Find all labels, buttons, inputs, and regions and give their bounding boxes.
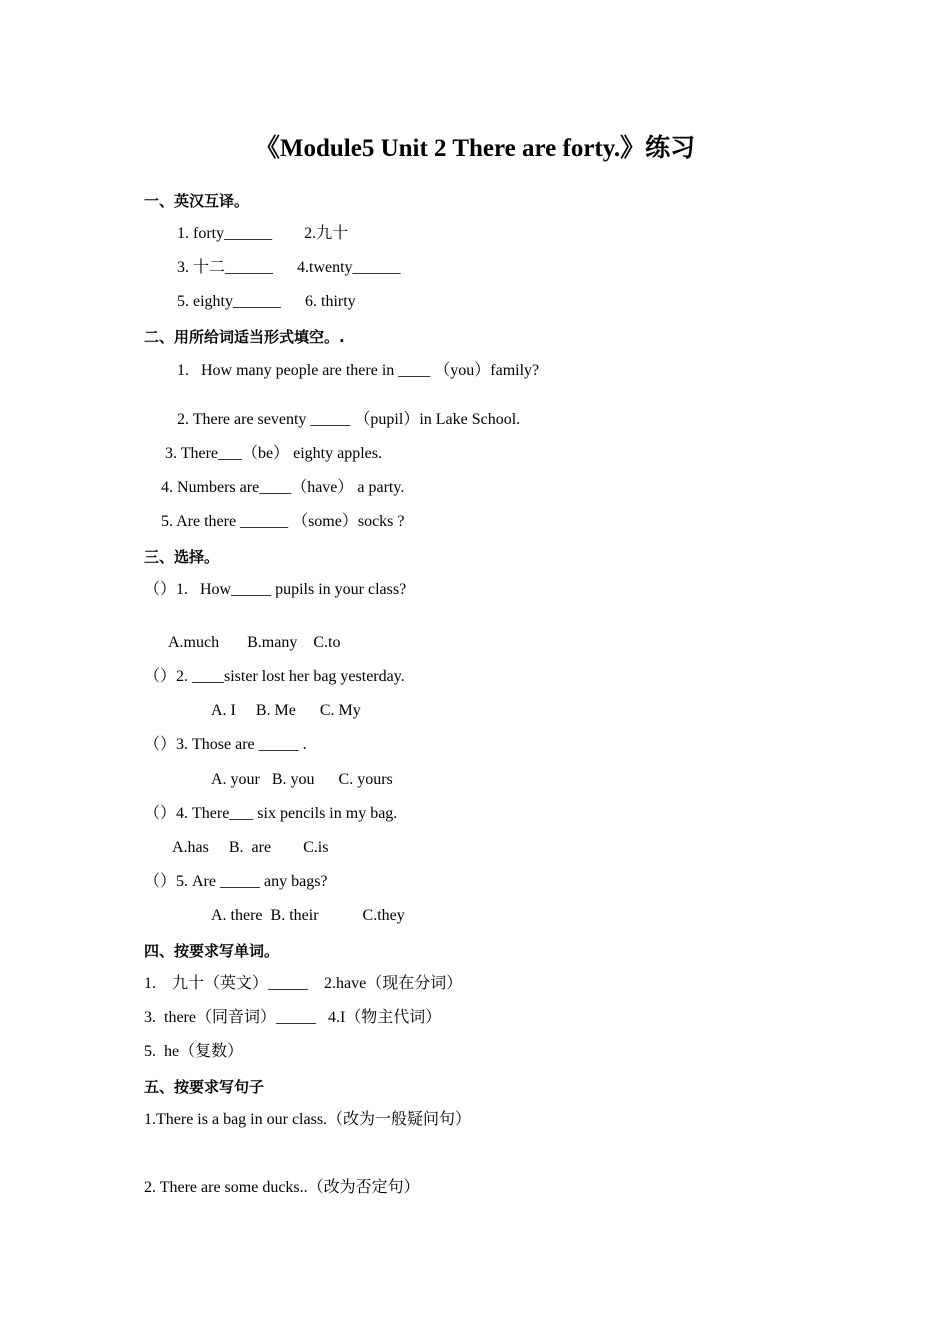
word-form-item-5: 5. he（复数） — [144, 1043, 244, 1060]
section-heading-choice: 三、选择。 — [144, 548, 220, 566]
choice-question-4: （）4. There___ six pencils in my bag. — [144, 805, 398, 822]
sentence-item-2: 2. There are some ducks..（改为否定句） — [144, 1179, 420, 1196]
fill-blank-item-2: 2. There are seventy _____ （pupil）in Lake School. — [177, 411, 521, 428]
section-heading-fill-blank: 二、用所给词适当形式填空。. — [144, 328, 345, 346]
choice-question-2: （）2. ____sister lost her bag yesterday. — [144, 668, 405, 685]
page-title: 《Module5 Unit 2 There are forty.》练习 — [254, 135, 696, 162]
word-form-item-3-4: 3. there（同音词）_____ 4.I（物主代词） — [144, 1009, 442, 1026]
choice-question-1: （）1. How_____ pupils in your class? — [144, 581, 407, 598]
section-heading-translate: 一、英汉互译。 — [144, 192, 250, 210]
choice-question-3: （）3. Those are _____ . — [144, 736, 307, 753]
choice-question-5: （）5. Are _____ any bags? — [144, 873, 328, 890]
choice-options-2: A. I B. Me C. My — [211, 702, 361, 719]
section-heading-word-forms: 四、按要求写单词。 — [144, 942, 280, 960]
choice-options-4: A.has B. are C.is — [172, 839, 329, 856]
fill-blank-item-4: 4. Numbers are____（have） a party. — [161, 479, 405, 496]
fill-blank-item-3: 3. There___（be） eighty apples. — [165, 445, 382, 462]
choice-options-3: A. your B. you C. yours — [211, 771, 393, 788]
section-heading-sentences: 五、按要求写句子 — [144, 1078, 265, 1096]
choice-options-1: A.much B.many C.to — [168, 634, 341, 651]
translate-item-1-2: 1. forty______ 2.九十 — [177, 225, 349, 242]
fill-blank-item-1: 1. How many people are there in ____ （you）family? — [177, 362, 540, 379]
sentence-item-1: 1.There is a bag in our class.（改为一般疑问句） — [144, 1111, 472, 1128]
choice-options-5: A. there B. their C.they — [211, 907, 405, 924]
word-form-item-1-2: 1. 九十（英文）_____ 2.have（现在分词） — [144, 975, 463, 992]
translate-item-3-4: 3. 十二______ 4.twenty______ — [177, 259, 401, 276]
translate-item-5-6: 5. eighty______ 6. thirty — [177, 293, 356, 310]
fill-blank-item-5: 5. Are there ______ （some）socks ? — [161, 513, 405, 530]
